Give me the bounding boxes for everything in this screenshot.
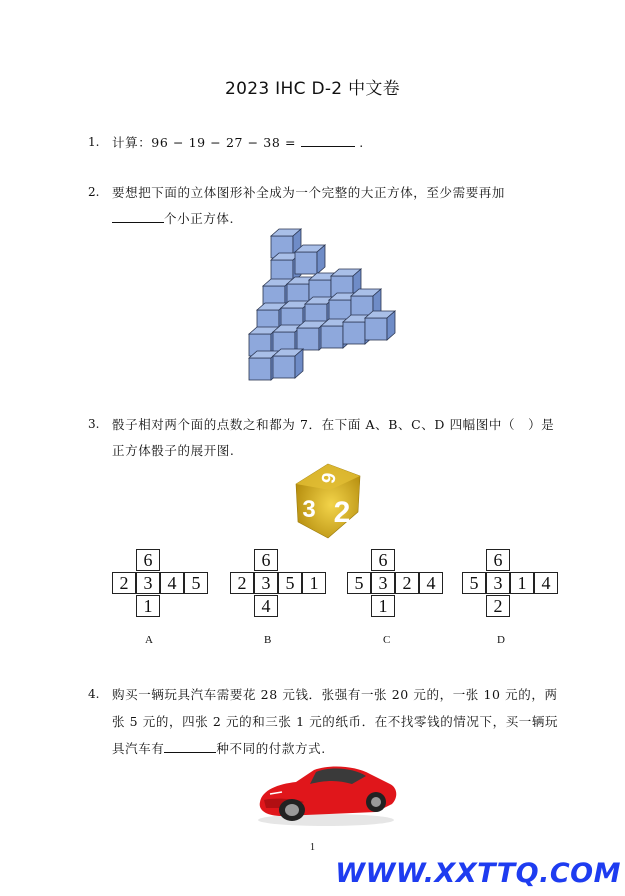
option-label-c: C bbox=[383, 634, 391, 646]
q4-answer-blank bbox=[164, 740, 216, 753]
net-cell-row: 1 bbox=[510, 572, 534, 594]
small-cube bbox=[365, 311, 395, 340]
dice-net-c bbox=[347, 549, 447, 621]
dice-front-number: 2 bbox=[333, 496, 351, 529]
net-cell-row: 5 bbox=[462, 572, 486, 594]
net-cell-row: 2 bbox=[230, 572, 254, 594]
small-cube bbox=[295, 245, 325, 274]
dice-net-d bbox=[462, 549, 562, 621]
q4-line3-before: 具汽车有 bbox=[112, 741, 165, 756]
dice-picture bbox=[292, 462, 364, 540]
net-cell-row: 5 bbox=[347, 572, 371, 594]
small-cube bbox=[273, 349, 303, 378]
q2-number: 2. bbox=[88, 185, 100, 199]
net-cell-row: 3 bbox=[371, 572, 395, 594]
q4-line3 bbox=[112, 739, 326, 757]
net-cell-top: 6 bbox=[371, 549, 395, 571]
net-cell-row: 5 bbox=[184, 572, 208, 594]
net-cell-top: 6 bbox=[136, 549, 160, 571]
net-cell-row: 1 bbox=[302, 572, 326, 594]
q3-number: 3. bbox=[88, 417, 100, 431]
toy-car-picture bbox=[252, 758, 400, 828]
q3-line2: 正方体骰子的展开图. bbox=[112, 443, 235, 458]
dice-net-b bbox=[230, 549, 330, 621]
net-cell-row: 3 bbox=[486, 572, 510, 594]
net-cell-bottom: 2 bbox=[486, 595, 510, 617]
q2-line2-text: 个小正方体. bbox=[164, 211, 235, 226]
q3-line1: 骰子相对两个面的点数之和都为 7．在下面 A、B、C、D 四幅图中（ ）是 bbox=[112, 417, 555, 432]
q2-line1: 要想把下面的立体图形补全成为一个完整的大正方体，至少需要再加 bbox=[112, 185, 506, 200]
q1-text bbox=[112, 133, 364, 151]
net-cell-top: 6 bbox=[254, 549, 278, 571]
cube-stack-figure bbox=[245, 228, 405, 384]
net-cell-row: 4 bbox=[534, 572, 558, 594]
watermark: WWW.XXTTQ.COM bbox=[335, 858, 621, 889]
net-cell-row: 4 bbox=[160, 572, 184, 594]
q1-expression: 计算：96 − 19 − 27 − 38 = bbox=[112, 135, 297, 150]
q4-line2: 张 5 元的，四张 2 元的和三张 1 元的纸币．在不找零钱的情况下，买一辆玩 bbox=[112, 714, 559, 729]
net-cell-bottom: 1 bbox=[136, 595, 160, 617]
net-cell-bottom: 4 bbox=[254, 595, 278, 617]
option-label-b: B bbox=[264, 634, 272, 646]
net-cell-row: 5 bbox=[278, 572, 302, 594]
dice-side-number: 3 bbox=[302, 496, 316, 523]
net-cell-row: 3 bbox=[136, 572, 160, 594]
net-cell-bottom: 1 bbox=[371, 595, 395, 617]
net-cell-row: 2 bbox=[112, 572, 136, 594]
dice-top-number: 6 bbox=[316, 470, 339, 485]
net-cell-row: 3 bbox=[254, 572, 278, 594]
option-label-d: D bbox=[497, 634, 505, 646]
q4-number: 4. bbox=[88, 687, 100, 701]
q2-answer-blank bbox=[112, 210, 164, 223]
page-number: 1 bbox=[310, 842, 315, 853]
net-cell-row: 4 bbox=[419, 572, 443, 594]
net-cell-top: 6 bbox=[486, 549, 510, 571]
q1-answer-blank bbox=[301, 134, 355, 147]
net-cell-row: 2 bbox=[395, 572, 419, 594]
q4-line1: 购买一辆玩具汽车需要花 28 元钱．张强有一张 20 元的，一张 10 元的，两 bbox=[112, 687, 558, 702]
option-label-a: A bbox=[145, 634, 153, 646]
q4-line3-after: 种不同的付款方式. bbox=[216, 741, 326, 756]
q1-period: . bbox=[359, 135, 364, 150]
q2-line2 bbox=[112, 209, 234, 227]
dice-net-a bbox=[112, 549, 212, 621]
page-title: 2023 IHC D-2 中文卷 bbox=[225, 79, 400, 99]
q1-number: 1. bbox=[88, 135, 100, 149]
